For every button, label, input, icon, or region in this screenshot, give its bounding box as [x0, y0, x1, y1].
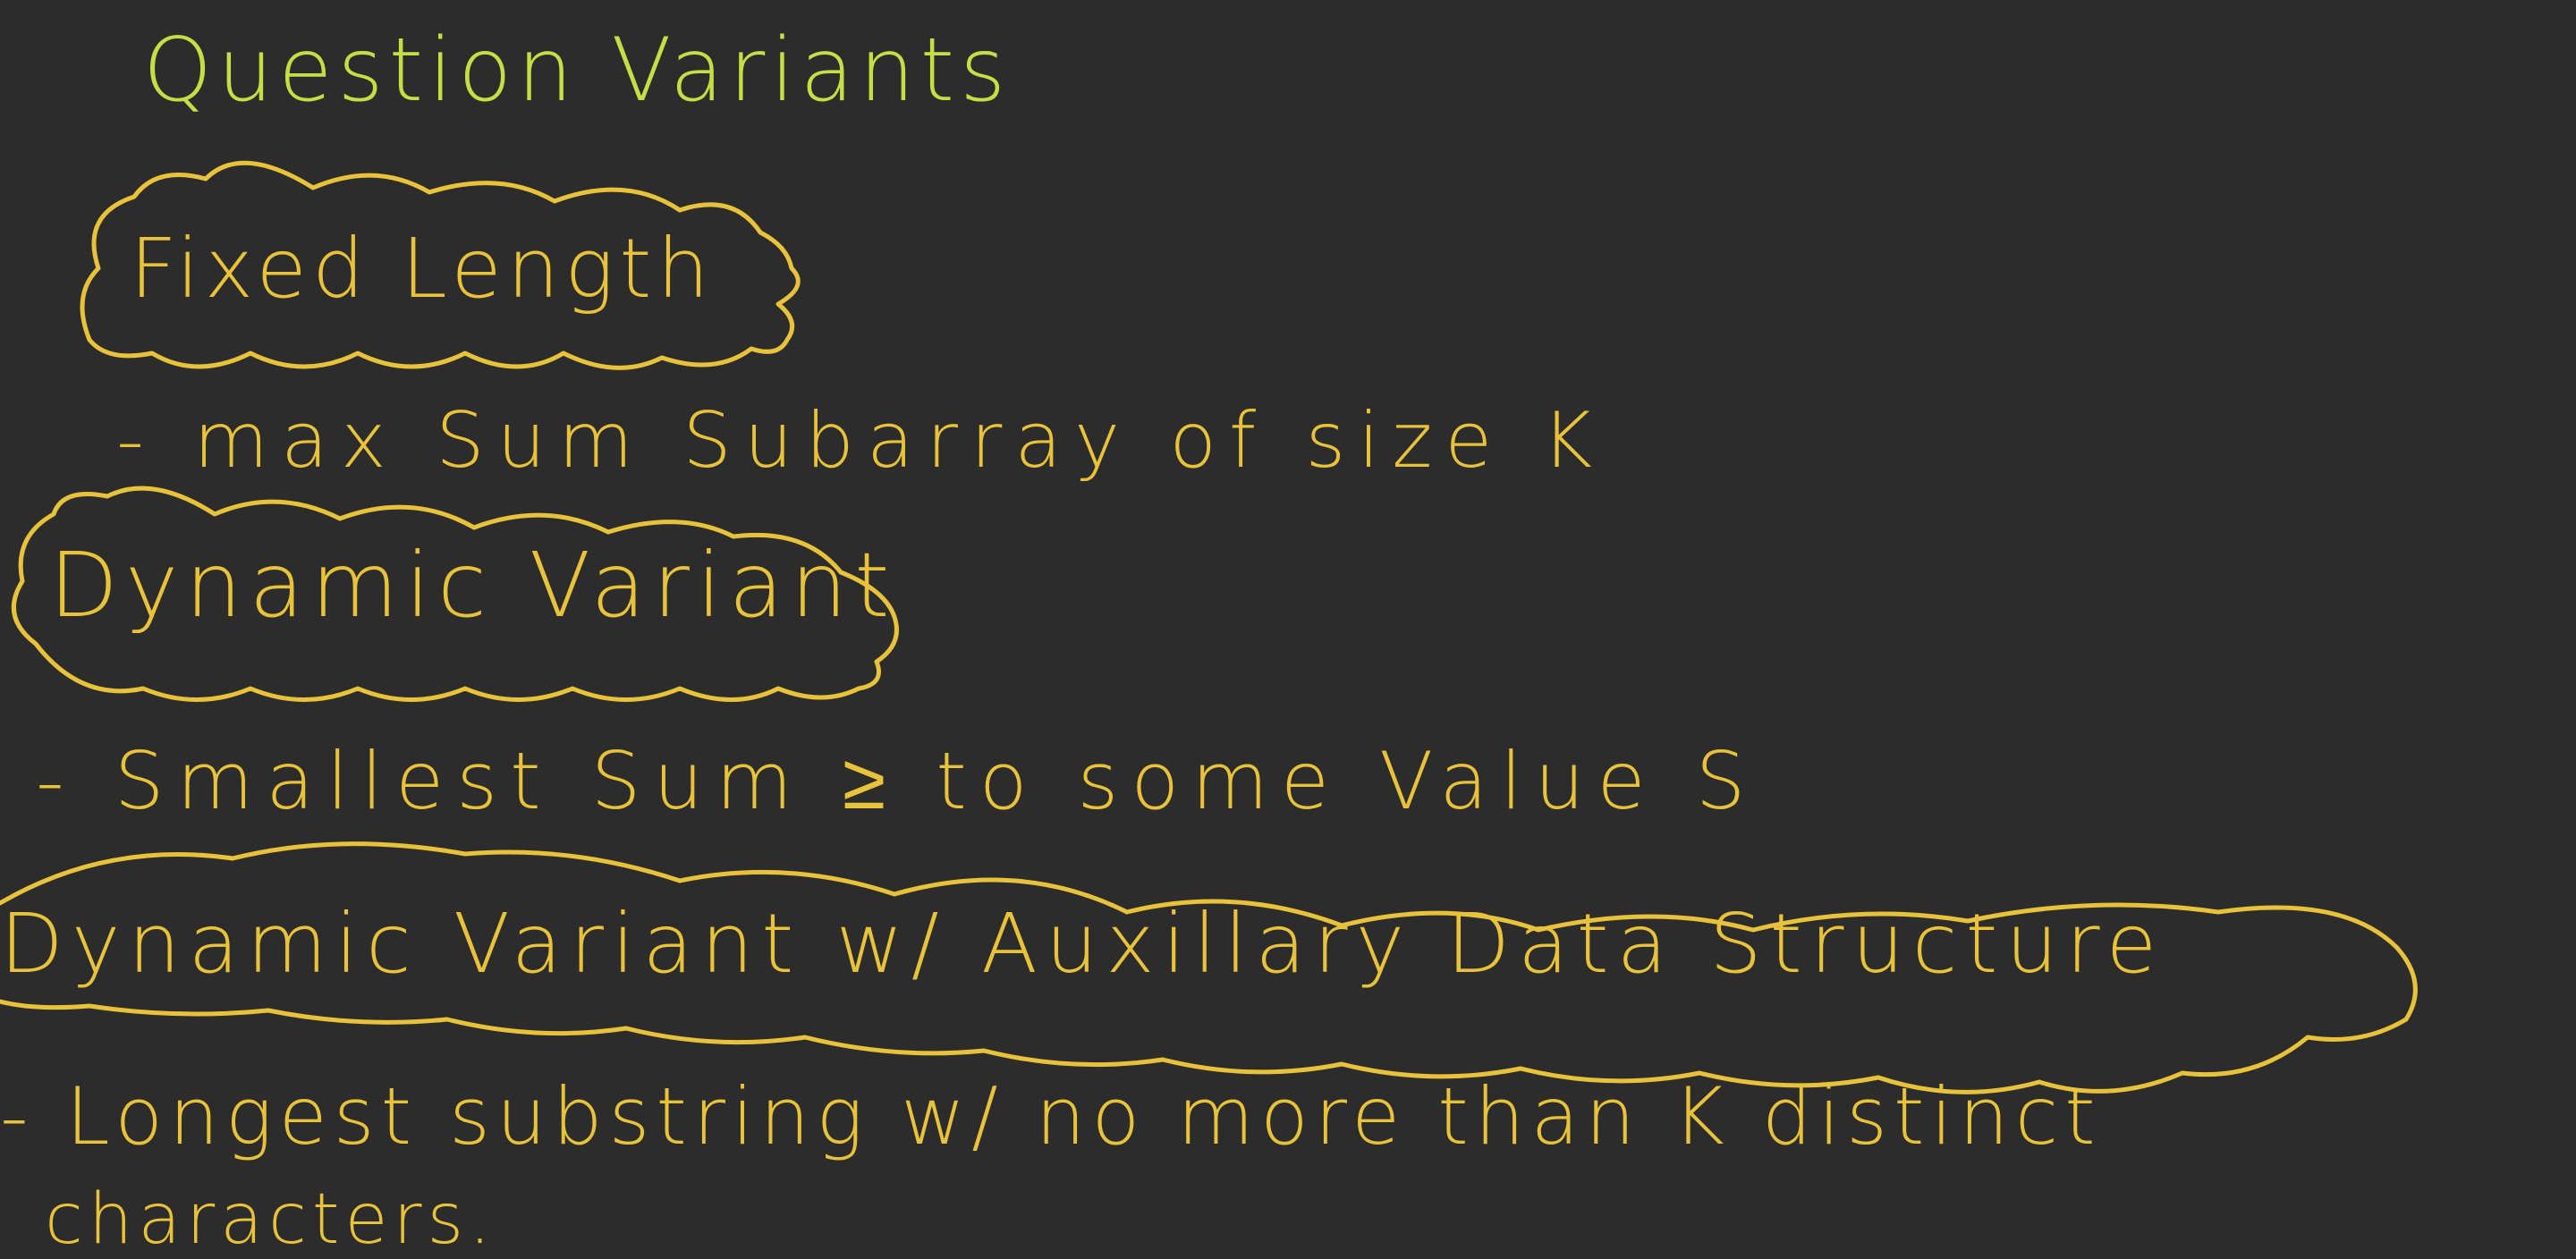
example-longest-substring-continued: characters. — [45, 1179, 496, 1259]
page-title: Question Variants — [143, 20, 1012, 122]
section-heading-fixed-length: Fixed Length — [130, 221, 715, 317]
section-heading-dynamic-variant: Dynamic Variant — [49, 533, 897, 638]
example-longest-substring: - Longest substring w/ no more than K distinct — [0, 1070, 2102, 1162]
example-max-sum-subarray: - max Sum Subarray of size K — [116, 396, 1606, 486]
section-heading-auxiliary-variant: Dynamic Variant w/ Auxillary Data Structure — [0, 896, 2165, 992]
example-smallest-sum: - Smallest Sum ≥ to some Value S — [36, 735, 1758, 827]
